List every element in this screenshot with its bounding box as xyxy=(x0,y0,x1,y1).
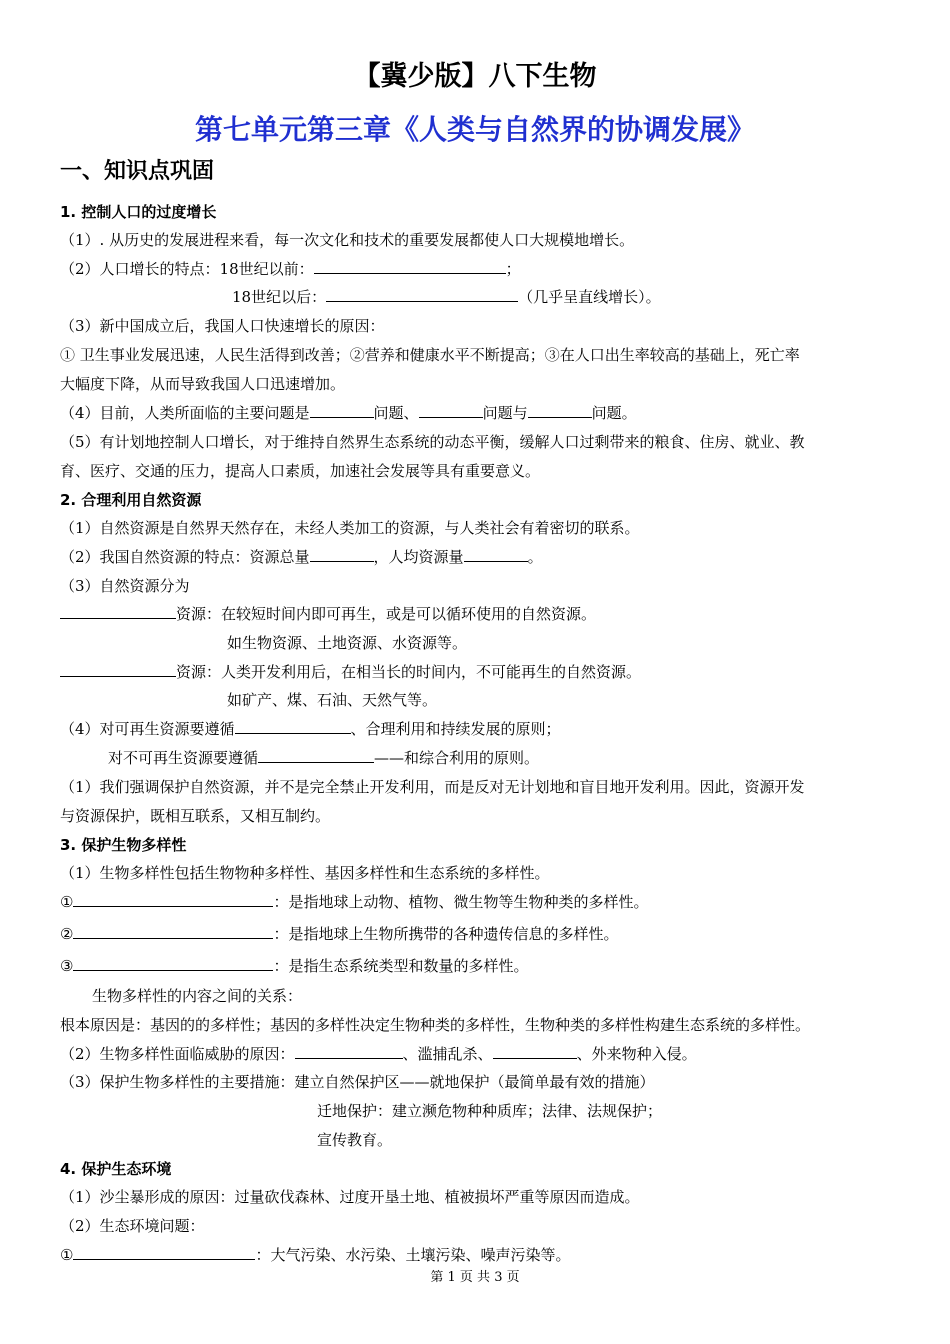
para: 资源：人类开发利用后，在相当长的时间内，不可能再生的自然资源。 xyxy=(60,661,641,683)
para: （1）沙尘暴形成的原因：过量砍伐森林、过度开垦土地、植被损坏严重等原因而造成。 xyxy=(60,1188,640,1206)
fill-blank[interactable] xyxy=(73,924,273,939)
fill-blank[interactable] xyxy=(419,403,483,418)
section-heading: 一、知识点巩固 xyxy=(60,159,215,184)
document-subtitle: 第七单元第三章《人类与自然界的协调发展》 xyxy=(194,113,755,146)
heading-biodiversity: 3. 保护生物多样性 xyxy=(60,836,187,854)
para: 如矿产、煤、石油、天然气等。 xyxy=(227,691,438,709)
para: ① ：是指地球上动物、植物、微生物等生物种类的多样性。 xyxy=(60,893,649,911)
para: （4）对可再生资源要遵循 、合理利用和持续发展的原则； xyxy=(60,720,561,738)
fill-blank[interactable] xyxy=(310,403,374,418)
heading-resources: 2. 合理利用自然资源 xyxy=(60,491,202,509)
para: （2）生态环境问题： xyxy=(60,1217,205,1235)
para: （5）有计划地控制人口增长，对于维持自然界生态系统的动态平衡，缓解人口过剩带来的粮食、住房、就业、教 xyxy=(60,433,805,451)
para: ③ ：是指生态系统类型和数量的多样性。 xyxy=(60,957,529,975)
para: （3）新中国成立后，我国人口快速增长的原因： xyxy=(60,317,385,335)
fill-blank[interactable] xyxy=(493,1044,577,1059)
para: 资源：在较短时间内即可再生，或是可以循环使用的自然资源。 xyxy=(60,603,596,625)
heading-environment: 4. 保护生态环境 xyxy=(60,1160,172,1178)
fill-blank[interactable] xyxy=(326,287,518,302)
para: （1）我们强调保护自然资源，并不是完全禁止开发利用，而是反对无计划地和盲目地开发利用。因此，资源开发 xyxy=(60,778,805,796)
page-footer: 第 1 页 共 3 页 xyxy=(430,1270,520,1285)
para: 如生物资源、土地资源、水资源等。 xyxy=(227,634,468,652)
para: （1）自然资源是自然界天然存在，未经人类加工的资源，与人类社会有着密切的联系。 xyxy=(60,519,640,537)
fill-blank[interactable] xyxy=(60,662,176,677)
para: （2）生物多样性面临威胁的原因： 、滥捕乱杀、 、外来物种入侵。 xyxy=(60,1045,697,1063)
fill-blank[interactable] xyxy=(258,748,374,763)
fill-blank[interactable] xyxy=(464,547,528,562)
fill-blank[interactable] xyxy=(73,892,273,907)
fill-blank[interactable] xyxy=(295,1044,403,1059)
fill-blank[interactable] xyxy=(73,956,273,971)
para: （2）我国自然资源的特点：资源总量 ，人均资源量 。 xyxy=(60,548,543,566)
para: 育、医疗、交通的压力，提高人口素质，加速社会发展等具有重要意义。 xyxy=(60,462,541,480)
para: （4）目前，人类所面临的主要问题是 问题、 问题与 问题。 xyxy=(60,404,637,422)
para: 迁地保护：建立濒危物种种质库；法律、法规保护； xyxy=(317,1102,663,1120)
para: 18世纪以后： （几乎呈直线增长）。 xyxy=(232,288,661,306)
para: 宣传教育。 xyxy=(317,1131,393,1149)
para: ① 卫生事业发展迅速，人民生活得到改善；②营养和健康水平不断提高；③在人口出生率较高的基础上，死亡率 xyxy=(60,346,800,364)
para: ② ：是指地球上生物所携带的各种遗传信息的多样性。 xyxy=(60,925,619,943)
fill-blank[interactable] xyxy=(235,719,351,734)
document-title: 【冀少版】八下生物 xyxy=(353,61,597,92)
heading-population: 1. 控制人口的过度增长 xyxy=(60,203,217,221)
para: （1）生物多样性包括生物物种多样性、基因多样性和生态系统的多样性。 xyxy=(60,864,550,882)
para: ① ：大气污染、水污染、土壤污染、噪声污染等。 xyxy=(60,1246,571,1264)
para: （2）人口增长的特点：18世纪以前： ； xyxy=(60,260,521,278)
fill-blank[interactable] xyxy=(73,1245,255,1260)
para: （3）自然资源分为 xyxy=(60,577,190,595)
para: 根本原因是：基因的的多样性；基因的多样性决定生物种类的多样性，生物种类的多样性构建生态系统的多样性。 xyxy=(60,1016,811,1034)
para: 对不可再生资源要遵循 ——和综合利用的原则。 xyxy=(108,749,540,767)
fill-blank[interactable] xyxy=(60,604,176,619)
fill-blank[interactable] xyxy=(314,259,506,274)
para: 生物多样性的内容之间的关系： xyxy=(92,987,303,1005)
para: （3）保护生物多样性的主要措施：建立自然保护区——就地保护（最简单最有效的措施） xyxy=(60,1073,655,1091)
para: 大幅度下降，从而导致我国人口迅速增加。 xyxy=(60,375,346,393)
fill-blank[interactable] xyxy=(528,403,592,418)
para: （1）. 从历史的发展进程来看，每一次文化和技术的重要发展都使人口大规模地增长。 xyxy=(60,231,635,249)
para: 与资源保护，既相互联系，又相互制约。 xyxy=(60,807,331,825)
fill-blank[interactable] xyxy=(310,547,374,562)
